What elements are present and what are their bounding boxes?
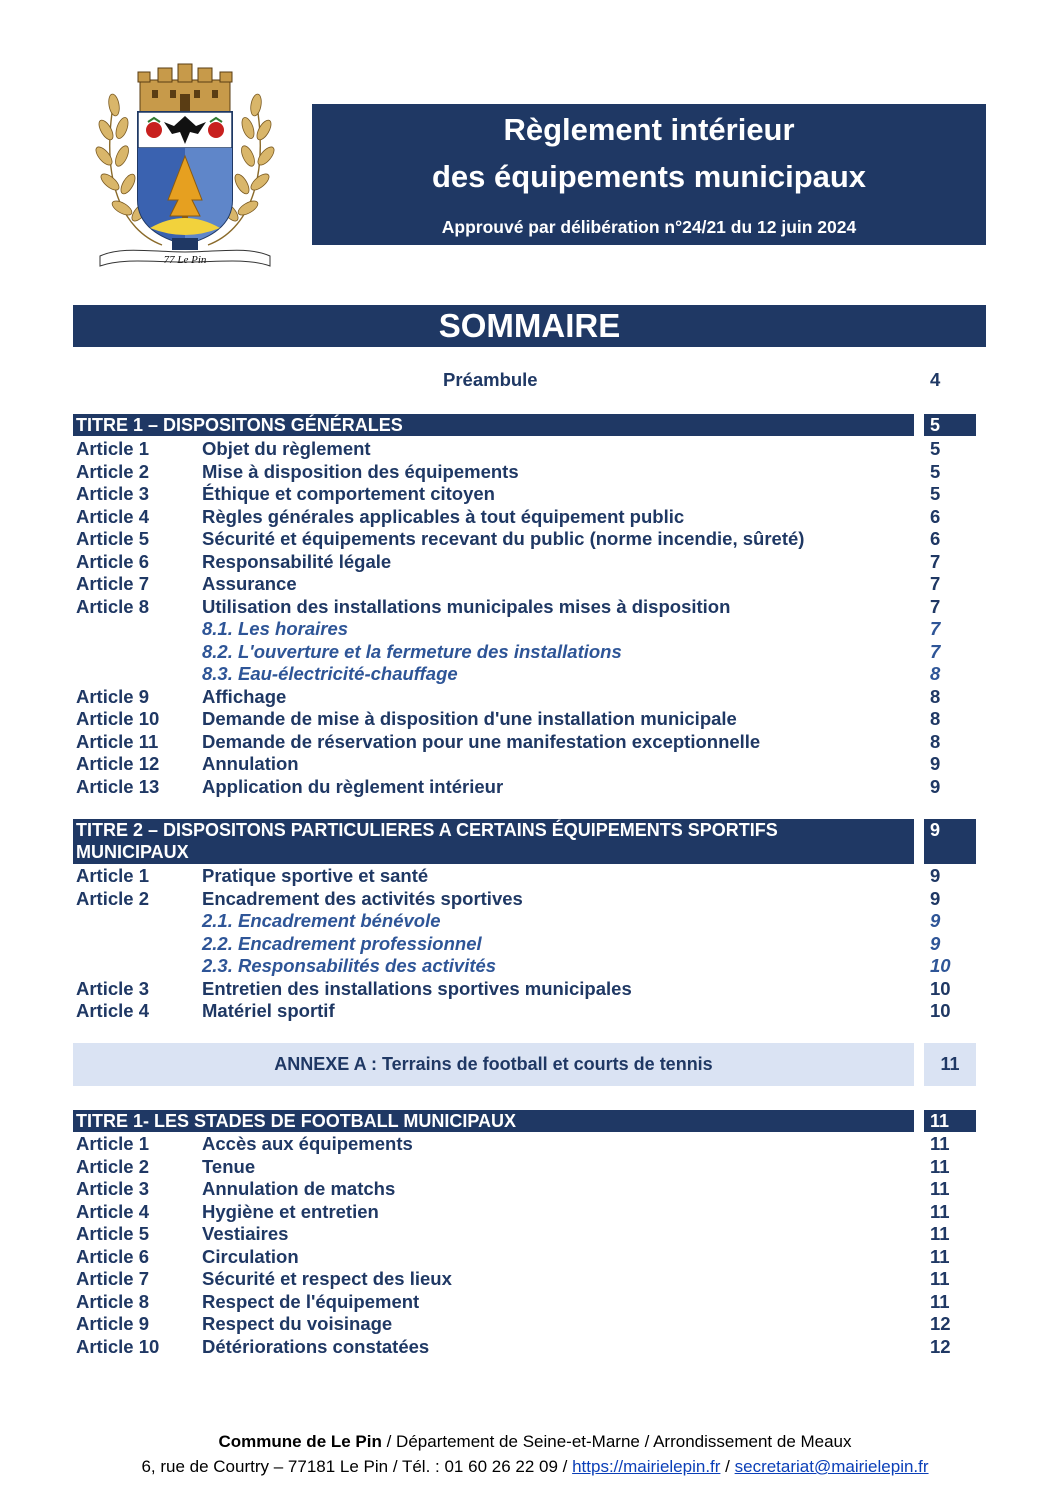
toc-page: 9 [930, 932, 941, 954]
toc-page: 11 [930, 1223, 950, 1244]
title-line-1: Règlement intérieur [503, 112, 795, 147]
titre-page-number: 5 [930, 415, 941, 435]
toc-item[interactable] [0, 1267, 1058, 1290]
toc-item[interactable] [0, 1312, 1058, 1335]
toc-page: 7 [930, 618, 941, 639]
toc-label: Préambule [443, 369, 538, 390]
toc-page: 9 [930, 775, 941, 797]
toc-item[interactable] [0, 887, 1058, 910]
toc-item[interactable] [0, 1177, 1058, 1200]
toc-page: 11 [930, 1268, 950, 1289]
toc-article-number: Article 5 [76, 528, 150, 549]
toc-article-number: Article 2 [76, 887, 150, 909]
toc-page: 7 [930, 573, 941, 594]
toc-item[interactable] [0, 977, 1058, 1000]
toc-item[interactable] [0, 730, 1058, 753]
toc-item[interactable] [0, 1245, 1058, 1268]
footer-separator: / [720, 1457, 735, 1476]
toc-label: Tenue [202, 1155, 256, 1177]
toc-article-number: Article 3 [76, 1178, 150, 1199]
toc-item[interactable] [0, 1132, 1058, 1155]
toc-page: 8 [930, 708, 941, 729]
footer-department: / Département de Seine-et-Marne / Arrondissement de Meaux [381, 1432, 852, 1451]
toc-article-number: Article 3 [76, 483, 150, 504]
toc-page: 7 [930, 640, 941, 662]
toc-article-number: Article 10 [76, 708, 160, 729]
toc-page: 5 [930, 438, 941, 459]
toc-article-number: Article 3 [76, 977, 150, 999]
toc-item[interactable] [0, 550, 1058, 573]
toc-label: Règles générales applicables à tout équipement public [202, 505, 685, 527]
toc-article-number: Article 7 [76, 573, 150, 594]
toc-label: 2.1. Encadrement bénévole [202, 910, 441, 931]
toc-item[interactable] [0, 437, 1058, 460]
toc-page: 5 [930, 460, 941, 482]
titre-1-page [924, 414, 976, 436]
toc-article-number: Article 10 [76, 1335, 160, 1357]
sommaire-heading: SOMMAIRE [73, 305, 986, 347]
annexe-titre-1-header[interactable] [73, 1110, 914, 1132]
toc-page: 8 [930, 663, 941, 684]
toc-label: Mise à disposition des équipements [202, 460, 519, 482]
annexe-a-header[interactable]: ANNEXE A : Terrains de football et courts de tennis [73, 1043, 914, 1086]
toc-item[interactable] [0, 460, 1058, 483]
toc-subitem[interactable] [0, 640, 1058, 663]
toc-label: Respect du voisinage [202, 1313, 393, 1334]
toc-page: 8 [930, 685, 941, 707]
toc-page: 10 [930, 977, 951, 999]
toc-page: 11 [930, 1290, 950, 1312]
toc-article-number: Article 11 [76, 730, 159, 752]
toc-subitem[interactable] [0, 932, 1058, 955]
titre-label: TITRE 1 – DISPOSITONS GÉNÉRALES [76, 415, 403, 435]
toc-article-number: Article 8 [76, 595, 150, 617]
toc-label: Encadrement des activités sportives [202, 887, 523, 909]
toc-page: 9 [930, 865, 941, 886]
toc-label: Demande de mise à disposition d'une installation municipale [202, 708, 737, 729]
toc-article-number: Article 4 [76, 505, 150, 527]
toc-label: Accès aux équipements [202, 1133, 413, 1154]
toc-item[interactable] [0, 482, 1058, 505]
toc-page: 7 [930, 595, 941, 617]
titre-1-header[interactable] [73, 414, 914, 436]
toc-item[interactable] [0, 999, 1058, 1022]
toc-item[interactable] [0, 1335, 1058, 1358]
website-link[interactable]: https://mairielepin.fr [572, 1457, 721, 1476]
toc-page: 11 [930, 1133, 950, 1154]
toc-item[interactable] [0, 1155, 1058, 1178]
titre-page-number: 9 [930, 820, 941, 840]
toc-page: 6 [930, 528, 941, 549]
toc-label: Annulation [202, 753, 299, 774]
annexe-titre-1-page [924, 1110, 976, 1132]
toc-label: Affichage [202, 685, 287, 707]
toc-label: 8.2. L'ouverture et la fermeture des installations [202, 640, 622, 662]
toc-label: Matériel sportif [202, 1000, 335, 1021]
toc-item[interactable] [0, 752, 1058, 775]
titre-2-page [924, 819, 976, 864]
titre-label: TITRE 1- LES STADES DE FOOTBALL MUNICIPAUX [76, 1111, 517, 1131]
title-line-2: des équipements municipaux [431, 159, 867, 194]
toc-item[interactable] [0, 707, 1058, 730]
toc-label: Vestiaires [202, 1223, 289, 1244]
toc-label: Objet du règlement [202, 438, 371, 459]
toc-label: Respect de l'équipement [202, 1290, 420, 1312]
toc-preambule[interactable] [0, 368, 1058, 392]
footer-address: 6, rue de Courtry – 77181 Le Pin / Tél. : 01 60 26 22 09 / [141, 1457, 573, 1476]
toc-article-number: Article 2 [76, 460, 150, 482]
toc-item[interactable] [0, 1290, 1058, 1313]
toc-label: Sécurité et respect des lieux [202, 1268, 452, 1289]
toc-article-number: Article 13 [76, 775, 160, 797]
toc-subitem[interactable] [0, 662, 1058, 685]
titre-2-header[interactable] [73, 819, 914, 864]
footer-line-1 [0, 1432, 1058, 1452]
toc-subitem[interactable] [0, 617, 1058, 640]
toc-article-number: Article 1 [76, 1133, 150, 1154]
toc-label: Éthique et comportement citoyen [202, 483, 495, 504]
toc-item[interactable] [0, 527, 1058, 550]
toc-article-number: Article 12 [76, 753, 160, 774]
titre-label-line-1: TITRE 2 – DISPOSITONS PARTICULIERES A CERTAINS ÉQUIPEMENTS SPORTIFS [76, 820, 778, 840]
toc-label: 2.2. Encadrement professionnel [202, 932, 482, 954]
toc-article-number: Article 2 [76, 1155, 150, 1177]
toc-page: 6 [930, 505, 941, 527]
toc-label: 8.3. Eau-électricité-chauffage [202, 663, 458, 684]
footer-commune: Commune de Le Pin [218, 1432, 382, 1451]
toc-article-number: Article 4 [76, 1200, 150, 1222]
titre-label-line-2: MUNICIPAUX [76, 842, 189, 862]
toc-label: Entretien des installations sportives municipales [202, 977, 632, 999]
toc-page: 12 [930, 1313, 951, 1334]
toc-page: 9 [930, 910, 941, 931]
toc-page: 12 [930, 1335, 951, 1357]
toc-article-number: Article 6 [76, 1245, 150, 1267]
toc-article-number: Article 9 [76, 685, 150, 707]
toc-label: Pratique sportive et santé [202, 865, 429, 886]
toc-item[interactable] [0, 1200, 1058, 1223]
toc-page: 7 [930, 550, 941, 572]
toc-label: Utilisation des installations municipales mises à disposition [202, 595, 731, 617]
toc-page: 9 [930, 753, 941, 774]
toc-subitem[interactable] [0, 909, 1058, 932]
coat-of-arms-icon [92, 60, 278, 272]
crest-motto: 77 Le Pin [163, 254, 207, 266]
document-title-box [312, 104, 986, 245]
toc-label: 8.1. Les horaires [202, 618, 349, 639]
toc-article-number: Article 8 [76, 1290, 150, 1312]
toc-label: Assurance [202, 573, 297, 594]
toc-article-number: Article 1 [76, 865, 150, 886]
footer-line-2 [0, 1457, 1058, 1477]
toc-item[interactable] [0, 505, 1058, 528]
toc-page: 4 [930, 369, 941, 390]
toc-article-number: Article 6 [76, 550, 150, 572]
toc-article-number: Article 9 [76, 1313, 150, 1334]
toc-article-number: Article 5 [76, 1223, 150, 1244]
toc-label: Circulation [202, 1245, 299, 1267]
toc-page: 5 [930, 483, 941, 504]
toc-label: Responsabilité légale [202, 550, 392, 572]
toc-item[interactable] [0, 864, 1058, 887]
toc-page: 10 [930, 955, 951, 976]
toc-item[interactable] [0, 685, 1058, 708]
toc-page: 8 [930, 730, 941, 752]
titre-page-number: 11 [930, 1111, 950, 1131]
toc-page: 11 [930, 1245, 950, 1267]
toc-subitem[interactable] [0, 954, 1058, 977]
toc-item[interactable] [0, 775, 1058, 798]
toc-page: 11 [930, 1155, 950, 1177]
toc-page: 10 [930, 1000, 951, 1021]
toc-item[interactable] [0, 1222, 1058, 1245]
email-link[interactable]: secretariat@mairielepin.fr [734, 1457, 929, 1476]
toc-article-number: Article 1 [76, 438, 150, 459]
toc-label: Demande de réservation pour une manifestation exceptionnelle [202, 730, 761, 752]
toc-item[interactable] [0, 572, 1058, 595]
toc-label: Sécurité et équipements recevant du public (norme incendie, sûreté) [202, 528, 805, 549]
approval-text: Approuvé par délibération n°24/21 du 12 juin 2024 [441, 217, 857, 237]
toc-page: 9 [930, 887, 941, 909]
toc-article-number: Article 7 [76, 1268, 150, 1289]
annexe-a-page: 11 [924, 1043, 976, 1086]
toc-page: 11 [930, 1178, 950, 1199]
toc-label: Détériorations constatées [202, 1335, 430, 1357]
toc-label: Application du règlement intérieur [202, 775, 504, 797]
toc-label: Hygiène et entretien [202, 1200, 379, 1222]
toc-label: 2.3. Responsabilités des activités [202, 955, 497, 976]
toc-label: Annulation de matchs [202, 1178, 396, 1199]
toc-article-number: Article 4 [76, 1000, 150, 1021]
toc-item[interactable] [0, 595, 1058, 618]
toc-page: 11 [930, 1200, 950, 1222]
